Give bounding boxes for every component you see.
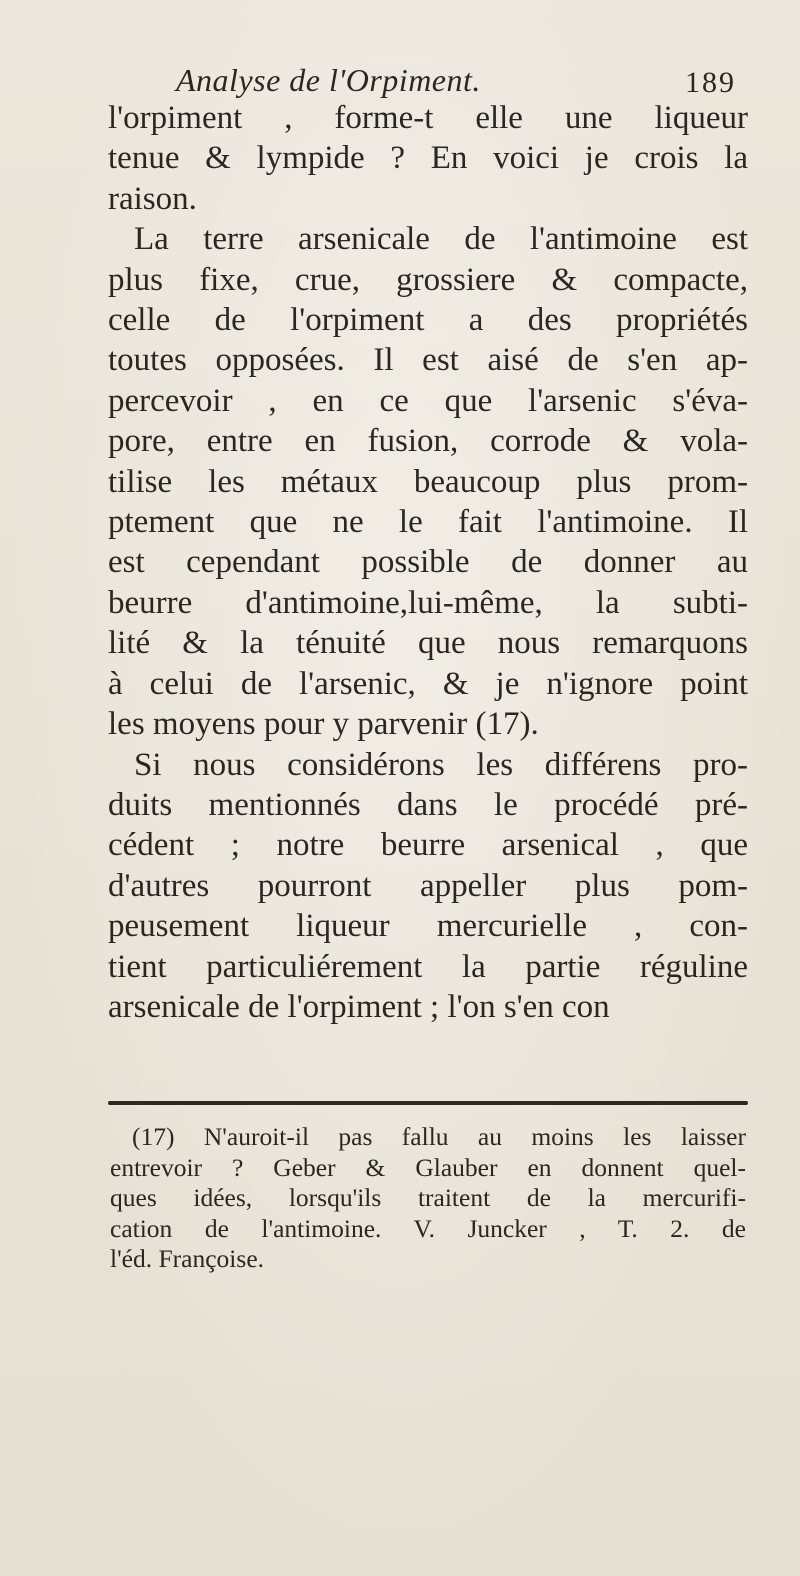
- text-line: l'orpiment , forme-t elle une liqueur: [108, 100, 748, 136]
- footnote-line: ques idées, lorsqu'ils traitent de la mercurifi-: [110, 1183, 746, 1212]
- text-line: les moyens pour y parvenir (17).: [108, 706, 539, 743]
- text-line: celle de l'orpiment a des propriétés: [108, 302, 748, 339]
- text-line: tilise les métaux beaucoup plus prom-: [108, 463, 748, 500]
- text-line: cédent ; notre beurre arsenical , que: [108, 827, 748, 864]
- text-line: toutes opposées. Il est aisé de s'en ap-: [108, 342, 748, 379]
- text-line: ptement que ne le fait l'antimoine. Il: [108, 504, 748, 541]
- body-text: [108, 98, 748, 1027]
- text-line: tient particuliérement la partie réguline: [108, 948, 748, 985]
- text-line: est cependant possible de donner au: [108, 544, 748, 581]
- page-number: 189: [685, 66, 736, 99]
- text-line: peusement liqueur mercurielle , con-: [108, 908, 748, 945]
- footnote-divider: [108, 1101, 748, 1105]
- footnote-line: l'éd. Françoise.: [110, 1244, 265, 1273]
- text-line: percevoir , en ce que l'arsenic s'éva-: [108, 382, 748, 419]
- footnote: [110, 1122, 746, 1275]
- text-line: beurre d'antimoine,lui-même, la subti-: [108, 584, 748, 621]
- text-line: à celui de l'arsenic, & je n'ignore point: [108, 665, 748, 702]
- text-line: Si nous considérons les différens pro-: [134, 746, 748, 783]
- text-line: duits mentionnés dans le procédé pré-: [108, 786, 748, 823]
- text-line: tenue & lympide ? En voici je crois la: [108, 140, 748, 177]
- footnote-line: cation de l'antimoine. V. Juncker , T. 2. de: [110, 1213, 746, 1243]
- text-line: pore, entre en fusion, corrode & vola-: [108, 423, 748, 460]
- running-title: Analyse de l'Orpiment.: [176, 62, 481, 98]
- text-line: lité & la ténuité que nous remarquons: [108, 625, 748, 662]
- text-line: plus fixe, crue, grossiere & compacte,: [108, 261, 748, 298]
- text-line: raison.: [108, 180, 197, 217]
- text-line: d'autres pourront appeller plus pom-: [108, 867, 748, 904]
- footnote-line: entrevoir ? Geber & Glauber en donnent quel-: [110, 1152, 746, 1182]
- footnote-line: (17) N'auroit-il pas fallu au moins les laisser: [132, 1122, 746, 1151]
- text-line: La terre arsenicale de l'antimoine est: [134, 221, 748, 258]
- text-line: arsenicale de l'orpiment ; l'on s'en con: [108, 988, 610, 1025]
